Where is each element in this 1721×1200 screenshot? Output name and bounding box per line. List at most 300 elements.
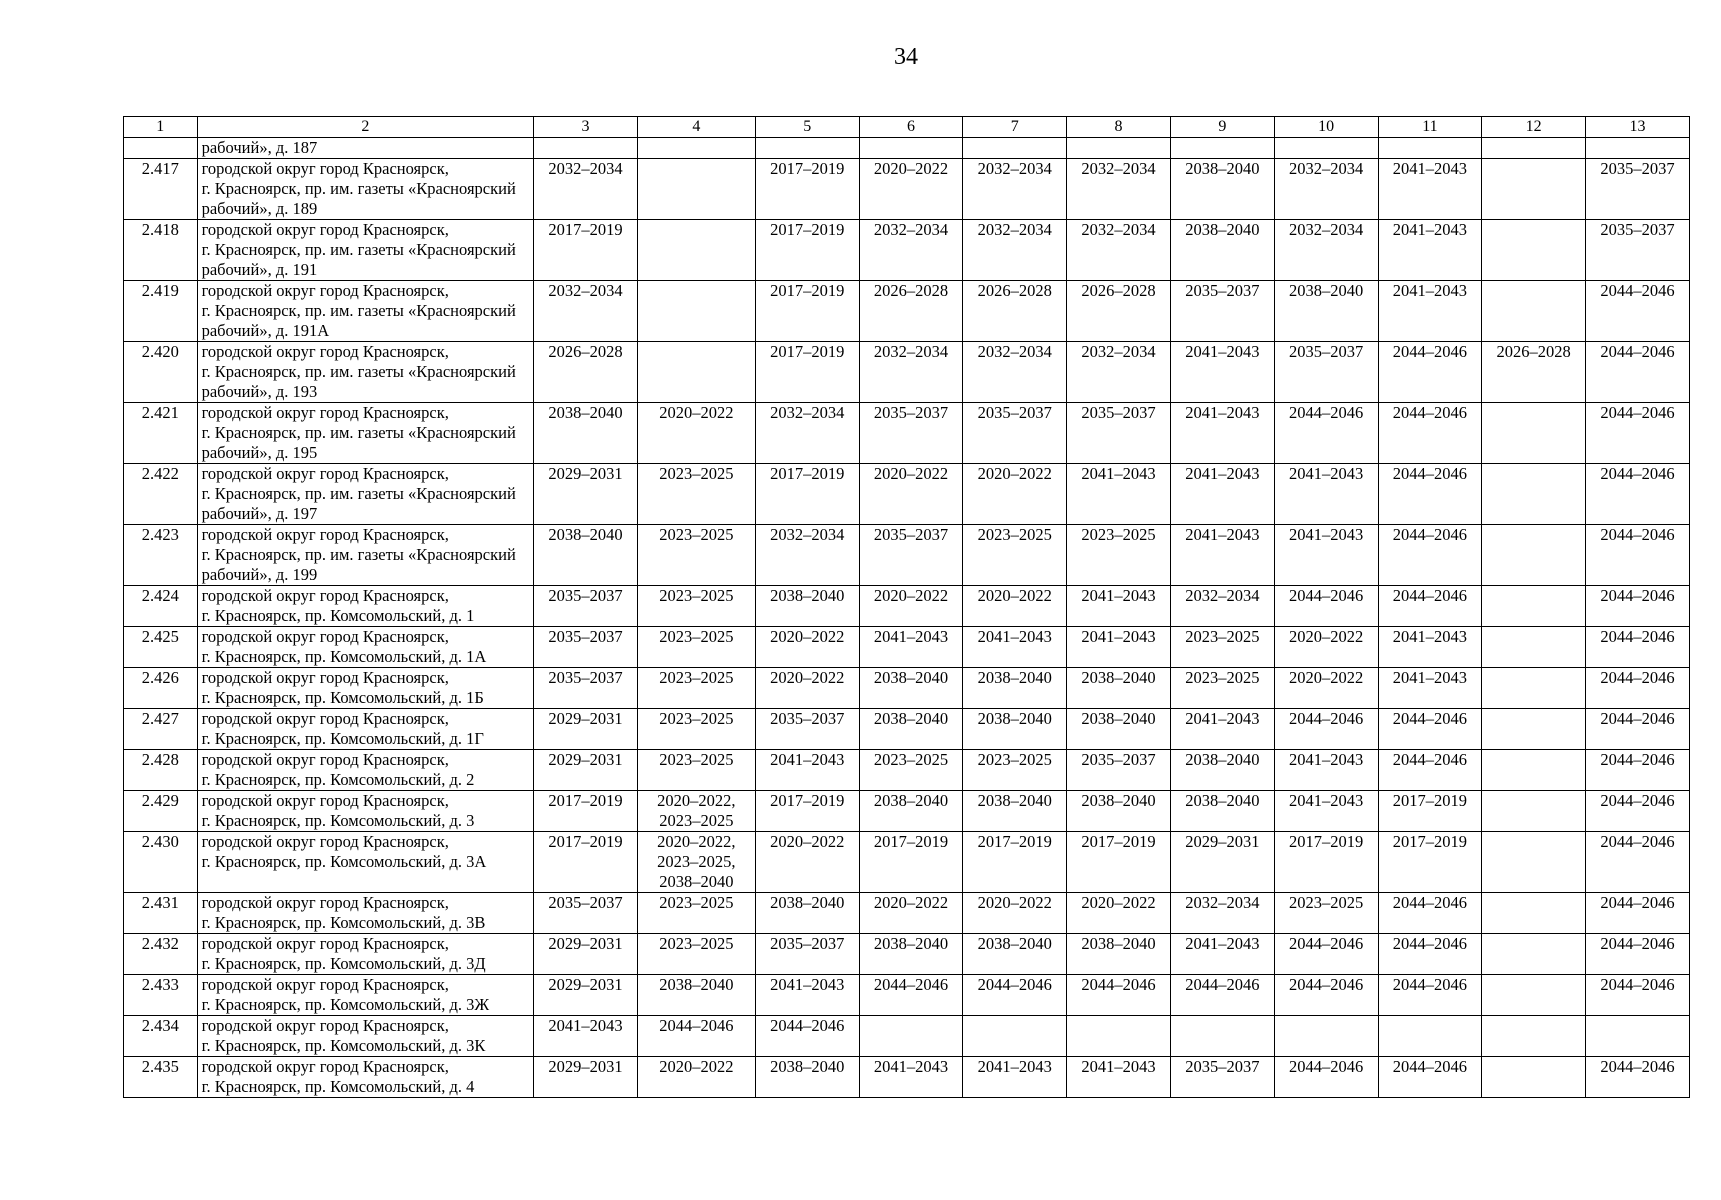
period-cell-col-13 [1586,893,1690,934]
period-value: 2038–2040 [977,934,1052,953]
period-value: 2017–2019 [548,220,623,239]
column-header-2: 2 [197,117,534,138]
period-cell-col-10 [1274,1016,1378,1057]
period-value: 2035–2037 [548,893,623,912]
period-cell-col-5 [755,281,859,342]
table-row [124,159,1690,220]
period-cell-col-12 [1482,832,1586,893]
period-value: 2032–2034 [548,159,623,178]
period-value: 2032–2034 [1288,159,1364,178]
period-value: 2017–2019 [770,342,845,361]
period-cell-col-10 [1274,220,1378,281]
row-number: 2.433 [124,975,198,1016]
period-value: 2038–2040 [1185,159,1260,178]
period-cell-col-4 [637,975,755,1016]
period-value: 2041–2043 [1288,464,1364,483]
period-value: 2020–2022 [1288,668,1364,687]
address-line: рабочий», д. 193 [201,382,318,401]
column-header-9: 9 [1170,117,1274,138]
table-row [124,220,1690,281]
period-cell-col-5 [755,975,859,1016]
address-cell [197,791,534,832]
period-value: 2020–2022 [873,464,949,483]
period-value: 2038–2040 [873,934,949,953]
period-cell-col-5 [755,832,859,893]
period-cell-col-13 [1586,403,1690,464]
period-cell-col-11 [1378,138,1482,159]
period-cell-col-13 [1586,1057,1690,1098]
row-number: 2.427 [124,709,198,750]
schedule-table [123,116,1690,1098]
address-cell [197,525,534,586]
period-cell-col-6 [859,709,963,750]
period-cell-col-8 [1067,709,1171,750]
period-value: 2041–2043 [1185,525,1260,544]
table-row [124,627,1690,668]
period-value: 2017–2019 [1392,791,1468,810]
address-line: городской округ город Красноярск, [201,975,449,994]
address-cell [197,750,534,791]
period-value: 2020–2022 [659,403,734,422]
column-header-4: 4 [637,117,755,138]
period-cell-col-8 [1067,403,1171,464]
period-value: 2044–2046 [1600,464,1675,483]
address-line: г. Красноярск, пр. Комсомольский, д. 1А [201,647,487,666]
period-cell-col-7 [963,281,1067,342]
period-value: 2041–2043 [1081,464,1156,483]
period-cell-col-3 [534,403,638,464]
period-value: 2044–2046 [1392,586,1468,605]
table-row [124,668,1690,709]
period-value: 2023–2025 [659,750,734,769]
period-cell-col-8 [1067,525,1171,586]
period-value: 2035–2037 [770,709,845,728]
address-line: городской округ город Красноярск, [201,893,449,912]
period-value: 2044–2046 [1392,934,1468,953]
period-value: 2035–2037 [1185,1057,1260,1076]
period-cell-col-7 [963,750,1067,791]
period-value: 2023–2025 [659,525,734,544]
period-cell-col-9 [1170,791,1274,832]
period-cell-col-5 [755,893,859,934]
period-cell-col-11 [1378,975,1482,1016]
period-cell-col-3 [534,709,638,750]
period-value: 2020–2022, [657,832,736,851]
period-value: 2017–2019 [548,832,623,851]
period-value: 2044–2046 [1600,975,1675,994]
period-cell-col-13 [1586,627,1690,668]
address-line: г. Красноярск, пр. им. газеты «Красноярский [201,545,516,564]
period-value: 2020–2022 [659,1057,734,1076]
period-cell-col-8 [1067,1057,1171,1098]
period-cell-col-12 [1482,627,1586,668]
period-cell-col-11 [1378,668,1482,709]
period-cell-col-3 [534,159,638,220]
period-value: 2044–2046 [1392,464,1468,483]
period-cell-col-6 [859,1016,963,1057]
period-value: 2041–2043 [1081,1057,1156,1076]
period-value: 2017–2019 [1081,832,1156,851]
period-value: 2041–2043 [1185,934,1260,953]
period-cell-col-9 [1170,1016,1274,1057]
period-value: 2035–2037 [1081,750,1156,769]
period-cell-col-11 [1378,750,1482,791]
period-cell-col-3 [534,220,638,281]
address-line: г. Красноярск, пр. им. газеты «Красноярский [201,484,516,503]
period-cell-col-7 [963,138,1067,159]
period-cell-col-8 [1067,220,1171,281]
period-cell-col-11 [1378,1057,1482,1098]
period-cell-col-4 [637,1057,755,1098]
period-value: 2020–2022 [770,668,845,687]
period-cell-col-4 [637,464,755,525]
period-value: 2044–2046 [1392,975,1468,994]
period-cell-col-5 [755,342,859,403]
address-cell [197,1016,534,1057]
period-value: 2038–2040 [659,975,734,994]
period-cell-col-9 [1170,138,1274,159]
period-cell-col-11 [1378,893,1482,934]
period-value: 2044–2046 [770,1016,845,1035]
period-value: 2038–2040 [1185,791,1260,810]
address-line: г. Красноярск, пр. Комсомольский, д. 4 [201,1077,475,1096]
period-cell-col-12 [1482,159,1586,220]
period-cell-col-12 [1482,403,1586,464]
period-value: 2044–2046 [1600,791,1675,810]
period-cell-col-13 [1586,975,1690,1016]
address-line: городской округ город Красноярск, [201,586,449,605]
address-cell [197,281,534,342]
period-cell-col-3 [534,668,638,709]
period-value: 2041–2043 [1185,403,1260,422]
column-header-5: 5 [755,117,859,138]
period-cell-col-9 [1170,832,1274,893]
period-value: 2041–2043 [770,975,845,994]
period-value: 2020–2022 [770,832,845,851]
period-value: 2023–2025 [1081,525,1156,544]
period-cell-col-7 [963,791,1067,832]
period-cell-col-6 [859,138,963,159]
period-cell-col-7 [963,668,1067,709]
period-value: 2032–2034 [770,403,845,422]
period-cell-col-10 [1274,934,1378,975]
address-line: рабочий», д. 191 [201,260,318,279]
period-value: 2038–2040 [873,791,949,810]
column-header-8: 8 [1067,117,1171,138]
period-cell-col-13 [1586,668,1690,709]
period-cell-col-11 [1378,403,1482,464]
period-value: 2044–2046 [1392,342,1468,361]
period-cell-col-3 [534,750,638,791]
table-body [124,138,1690,1098]
period-cell-col-8 [1067,791,1171,832]
address-cell [197,1057,534,1098]
period-value: 2044–2046 [1288,709,1364,728]
period-value: 2044–2046 [1600,342,1675,361]
period-value: 2023–2025 [659,709,734,728]
period-cell-col-8 [1067,627,1171,668]
period-cell-col-12 [1482,1016,1586,1057]
period-cell-col-8 [1067,586,1171,627]
period-cell-col-12 [1482,893,1586,934]
period-value: 2020–2022, [657,791,736,810]
period-cell-col-11 [1378,934,1482,975]
column-header-3: 3 [534,117,638,138]
address-line: городской округ город Красноярск, [201,832,449,851]
address-line: городской округ город Красноярск, [201,342,449,361]
period-value: 2044–2046 [1288,586,1364,605]
period-cell-col-10 [1274,403,1378,464]
period-value: 2038–2040 [548,403,623,422]
table-row [124,464,1690,525]
period-value: 2038–2040 [1081,791,1156,810]
period-cell-col-3 [534,832,638,893]
row-number: 2.420 [124,342,198,403]
page-number: 34 [894,44,918,70]
period-cell-col-3 [534,342,638,403]
period-value: 2032–2034 [1081,159,1156,178]
period-cell-col-6 [859,893,963,934]
table-row [124,791,1690,832]
row-number: 2.423 [124,525,198,586]
period-value: 2032–2034 [873,342,949,361]
period-value: 2023–2025, [657,852,736,871]
period-value: 2035–2037 [1081,403,1156,422]
period-value: 2044–2046 [1288,975,1364,994]
period-value: 2044–2046 [1600,1057,1675,1076]
period-cell-col-7 [963,525,1067,586]
period-cell-col-12 [1482,1057,1586,1098]
period-cell-col-12 [1482,750,1586,791]
period-cell-col-10 [1274,138,1378,159]
table-row [124,709,1690,750]
period-value: 2038–2040 [1288,281,1364,300]
period-cell-col-5 [755,403,859,464]
period-value: 2023–2025 [659,627,734,646]
period-value: 2044–2046 [1392,403,1468,422]
period-value: 2044–2046 [659,1016,734,1035]
period-value: 2029–2031 [548,709,623,728]
period-cell-col-5 [755,668,859,709]
column-header-10: 10 [1274,117,1378,138]
period-value: 2026–2028 [977,281,1052,300]
period-cell-col-10 [1274,750,1378,791]
period-cell-col-9 [1170,220,1274,281]
period-value: 2041–2043 [1081,627,1156,646]
period-value: 2035–2037 [873,403,949,422]
period-value: 2044–2046 [1392,1057,1468,1076]
period-value: 2041–2043 [1185,464,1260,483]
period-cell-col-9 [1170,281,1274,342]
period-value: 2032–2034 [1288,220,1364,239]
column-header-11: 11 [1378,117,1482,138]
period-cell-col-10 [1274,709,1378,750]
period-cell-col-13 [1586,159,1690,220]
row-number: 2.419 [124,281,198,342]
period-value: 2029–2031 [548,934,623,953]
period-value: 2044–2046 [1600,281,1675,300]
period-value: 2023–2025 [659,464,734,483]
period-value: 2038–2040 [873,668,949,687]
period-value: 2044–2046 [1600,709,1675,728]
period-cell-col-3 [534,934,638,975]
row-number: 2.434 [124,1016,198,1057]
period-value: 2041–2043 [770,750,845,769]
period-cell-col-9 [1170,934,1274,975]
period-value: 2041–2043 [1392,627,1468,646]
address-line: г. Красноярск, пр. Комсомольский, д. 1 [201,606,475,625]
address-cell [197,975,534,1016]
period-cell-col-8 [1067,342,1171,403]
period-cell-col-5 [755,709,859,750]
period-value: 2029–2031 [548,975,623,994]
period-cell-col-4 [637,750,755,791]
period-cell-col-7 [963,342,1067,403]
table-row [124,138,1690,159]
row-number [124,138,198,159]
period-value: 2044–2046 [1185,975,1260,994]
period-value: 2020–2022 [1288,627,1364,646]
table-row [124,975,1690,1016]
period-cell-col-6 [859,220,963,281]
table-row [124,342,1690,403]
period-value: 2029–2031 [548,464,623,483]
period-value: 2032–2034 [1081,220,1156,239]
period-cell-col-3 [534,893,638,934]
period-cell-col-7 [963,627,1067,668]
period-value: 2038–2040 [873,709,949,728]
period-cell-col-12 [1482,138,1586,159]
period-value: 2035–2037 [1600,159,1675,178]
period-value: 2032–2034 [1081,342,1156,361]
period-cell-col-12 [1482,281,1586,342]
period-value: 2023–2025 [977,750,1052,769]
period-cell-col-10 [1274,525,1378,586]
row-number: 2.422 [124,464,198,525]
period-cell-col-10 [1274,586,1378,627]
period-cell-col-5 [755,791,859,832]
period-value: 2044–2046 [873,975,949,994]
period-value: 2035–2037 [873,525,949,544]
period-cell-col-9 [1170,893,1274,934]
address-line: г. Красноярск, пр. Комсомольский, д. 2 [201,770,475,789]
address-line: г. Красноярск, пр. им. газеты «Красноярский [201,301,516,320]
period-cell-col-13 [1586,281,1690,342]
period-cell-col-11 [1378,220,1482,281]
period-cell-col-5 [755,464,859,525]
period-value: 2038–2040 [548,525,623,544]
period-value: 2041–2043 [1081,586,1156,605]
period-cell-col-5 [755,525,859,586]
table-row [124,832,1690,893]
period-value: 2020–2022 [977,464,1052,483]
period-value: 2041–2043 [548,1016,623,1035]
address-line: городской округ город Красноярск, [201,668,449,687]
period-value: 2026–2028 [1081,281,1156,300]
period-cell-col-13 [1586,220,1690,281]
row-number: 2.429 [124,791,198,832]
period-value: 2044–2046 [1392,525,1468,544]
address-cell [197,342,534,403]
period-cell-col-4 [637,281,755,342]
period-value: 2044–2046 [1600,668,1675,687]
period-value: 2044–2046 [1392,750,1468,769]
period-cell-col-8 [1067,750,1171,791]
period-cell-col-13 [1586,138,1690,159]
period-value: 2026–2028 [873,281,949,300]
period-value: 2041–2043 [1392,281,1468,300]
period-cell-col-6 [859,281,963,342]
period-value: 2041–2043 [1392,159,1468,178]
period-cell-col-9 [1170,464,1274,525]
address-line: городской округ город Красноярск, [201,750,449,769]
row-number: 2.421 [124,403,198,464]
period-value: 2032–2034 [548,281,623,300]
period-value: 2017–2019 [977,832,1052,851]
period-value: 2029–2031 [548,1057,623,1076]
period-value: 2020–2022 [1081,893,1156,912]
address-line: рабочий», д. 199 [201,565,318,584]
period-value: 2041–2043 [1392,220,1468,239]
period-cell-col-12 [1482,934,1586,975]
period-value: 2023–2025 [659,934,734,953]
period-value: 2032–2034 [1185,586,1260,605]
period-value: 2035–2037 [548,586,623,605]
period-cell-col-6 [859,934,963,975]
period-cell-col-8 [1067,138,1171,159]
row-number: 2.432 [124,934,198,975]
period-value: 2041–2043 [1185,709,1260,728]
period-value: 2038–2040 [770,1057,845,1076]
column-header-13: 13 [1586,117,1690,138]
period-value: 2035–2037 [548,627,623,646]
period-cell-col-5 [755,750,859,791]
period-cell-col-5 [755,627,859,668]
period-cell-col-3 [534,975,638,1016]
address-line: рабочий», д. 187 [201,138,318,157]
period-cell-col-12 [1482,525,1586,586]
column-header-7: 7 [963,117,1067,138]
period-cell-col-4 [637,934,755,975]
period-cell-col-7 [963,975,1067,1016]
period-value: 2041–2043 [873,627,949,646]
period-cell-col-4 [637,138,755,159]
period-cell-col-11 [1378,586,1482,627]
period-cell-col-12 [1482,342,1586,403]
period-cell-col-8 [1067,668,1171,709]
period-cell-col-6 [859,403,963,464]
address-line: городской округ город Красноярск, [201,791,449,810]
period-cell-col-6 [859,1057,963,1098]
period-cell-col-4 [637,586,755,627]
table-row [124,1057,1690,1098]
period-value: 2035–2037 [548,668,623,687]
period-cell-col-7 [963,1057,1067,1098]
address-line: городской округ город Красноярск, [201,709,449,728]
period-cell-col-7 [963,403,1067,464]
period-cell-col-11 [1378,281,1482,342]
period-value: 2038–2040 [770,893,845,912]
period-value: 2017–2019 [1392,832,1468,851]
table-row [124,750,1690,791]
period-value: 2044–2046 [977,975,1052,994]
period-cell-col-9 [1170,975,1274,1016]
address-cell [197,832,534,893]
period-value: 2023–2025 [1288,893,1364,912]
period-value: 2020–2022 [977,893,1052,912]
period-value: 2020–2022 [770,627,845,646]
period-value: 2032–2034 [770,525,845,544]
